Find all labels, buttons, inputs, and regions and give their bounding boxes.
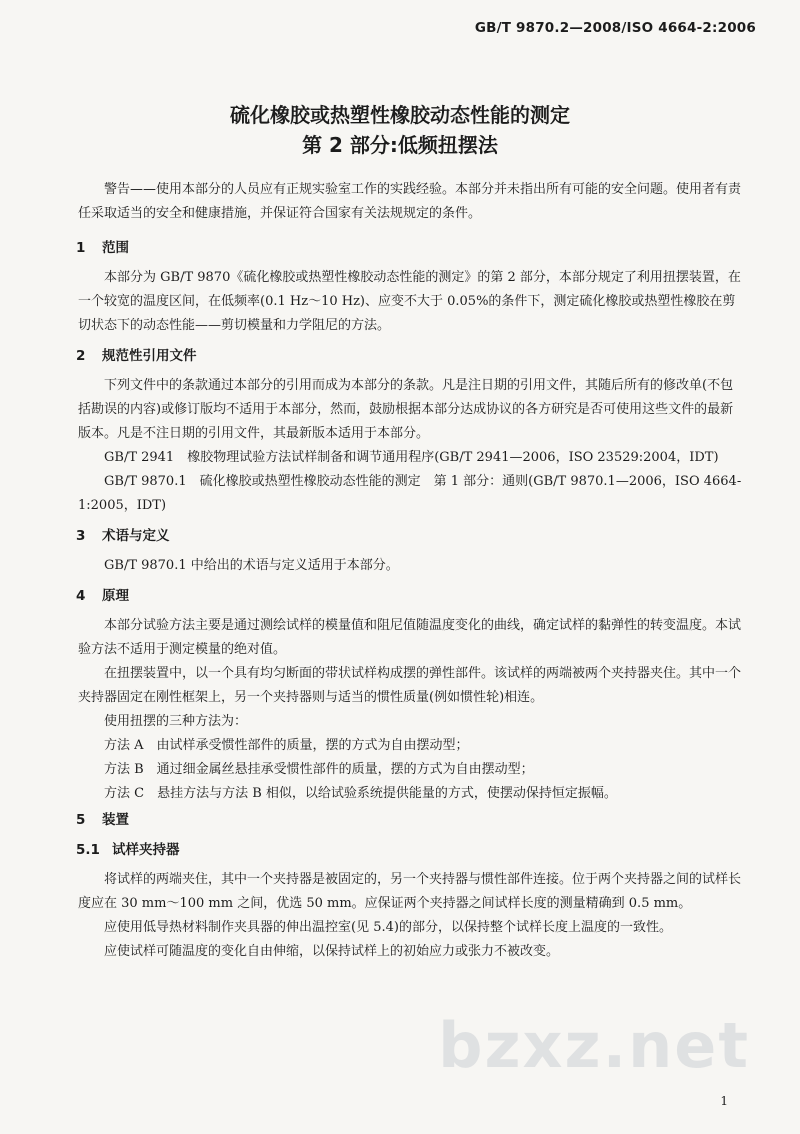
- section-heading-2: 2 规范性引用文件: [76, 348, 197, 364]
- section-3-paragraph: GB/T 9870.1 中给出的术语与定义适用于本部分。: [104, 558, 399, 573]
- reference-gbt-2941: GB/T 2941 橡胶物理试验方法试样制备和调节通用程序(GB/T 2941—2006，ISO 23529:2004，IDT): [104, 450, 719, 465]
- watermark-logo: bzxz.net: [438, 1009, 750, 1082]
- method-a: 方法 A 由试样承受惯性部件的质量，摆的方式为自由摆动型；: [104, 738, 469, 753]
- section-heading-1: 1 范围: [76, 240, 129, 256]
- method-b: 方法 B 通过细金属丝悬挂承受惯性部件的质量，摆的方式为自由摆动型；: [104, 762, 534, 777]
- section-2-paragraph: 下列文件中的条款通过本部分的引用而成为本部分的条款。凡是注日期的引用文件，其随后所有的修改单(不包括勘误的内容)或修订版均不适用于本部分，然而，鼓励根据本部分达成协议的各方研究是否可使用这些文件的最新版本。凡是不注日期的引用文件，其最新版本适用于本部分。: [78, 378, 734, 441]
- section-1-paragraph: 本部分为 GB/T 9870《硫化橡胶或热塑性橡胶动态性能的测定》的第 2 部分，本部分规定了利用扭摆装置，在一个较宽的温度区间，在低频率(0.1 Hz～10 Hz)、应变不大于 0.05%的条件下，测定硫化橡胶或热塑性橡胶在剪切状态下的动态性能——剪切模量和力学阻尼的方法。: [78, 270, 741, 333]
- standard-number: GB/T 9870.2—2008/ISO 4664-2:2006: [474, 20, 756, 36]
- section-5-1-paragraph-1: 将试样的两端夹住，其中一个夹持器是被固定的，另一个夹持器与惯性部件连接。位于两个夹持器之间的试样长度应在 30 mm～100 mm 之间，优选 50 mm。应保证两个夹持器之间试样长度的测量精确到 0.5 mm。: [78, 872, 742, 911]
- title-line-2: 第 2 部分:低频扭摆法: [302, 133, 498, 157]
- warning-paragraph: 警告——使用本部分的人员应有正规实验室工作的实践经验。本部分并未指出所有可能的安全问题。使用者有责任采取适当的安全和健康措施，并保证符合国家有关法规规定的条件。: [78, 182, 742, 221]
- section-4-paragraph-2: 在扭摆装置中，以一个具有均匀断面的带状试样构成摆的弹性部件。该试样的两端被两个夹持器夹住。其中一个夹持器固定在刚性框架上，另一个夹持器则与适当的惯性质量(例如惯性轮)相连。: [78, 666, 742, 705]
- method-c: 方法 C 悬挂方法与方法 B 相似，以给试验系统提供能量的方式，使摆动保持恒定振幅。: [104, 786, 617, 801]
- title-line-1: 硫化橡胶或热塑性橡胶动态性能的测定: [230, 103, 570, 127]
- section-4-paragraph-1: 本部分试验方法主要是通过测绘试样的模量值和阻尼值随温度变化的曲线，确定试样的黏弹性的转变温度。本试验方法不适用于测定模量的绝对值。: [78, 618, 742, 657]
- section-4-paragraph-3: 使用扭摆的三种方法为：: [104, 714, 248, 729]
- section-heading-5: 5 装置: [76, 812, 129, 828]
- section-heading-3: 3 术语与定义: [76, 528, 170, 544]
- reference-gbt-9870-1: GB/T 9870.1 硫化橡胶或热塑性橡胶动态性能的测定 第 1 部分：通则(GB/T 9870.1—2006，ISO 4664-1:2005，IDT): [78, 474, 742, 513]
- document-title: [0, 100, 800, 160]
- document-body: [78, 178, 746, 964]
- section-heading-4: 4 原理: [76, 588, 129, 604]
- subsection-heading-5-1: 5.1 试样夹持器: [76, 842, 180, 858]
- section-5-1-paragraph-3: 应使试样可随温度的变化自由伸缩，以保持试样上的初始应力或张力不被改变。: [104, 944, 560, 959]
- page-number: 1: [720, 1094, 728, 1108]
- section-5-1-paragraph-2: 应使用低导热材料制作夹具器的伸出温控室(见 5.4)的部分，以保持整个试样长度上温度的一致性。: [104, 920, 672, 935]
